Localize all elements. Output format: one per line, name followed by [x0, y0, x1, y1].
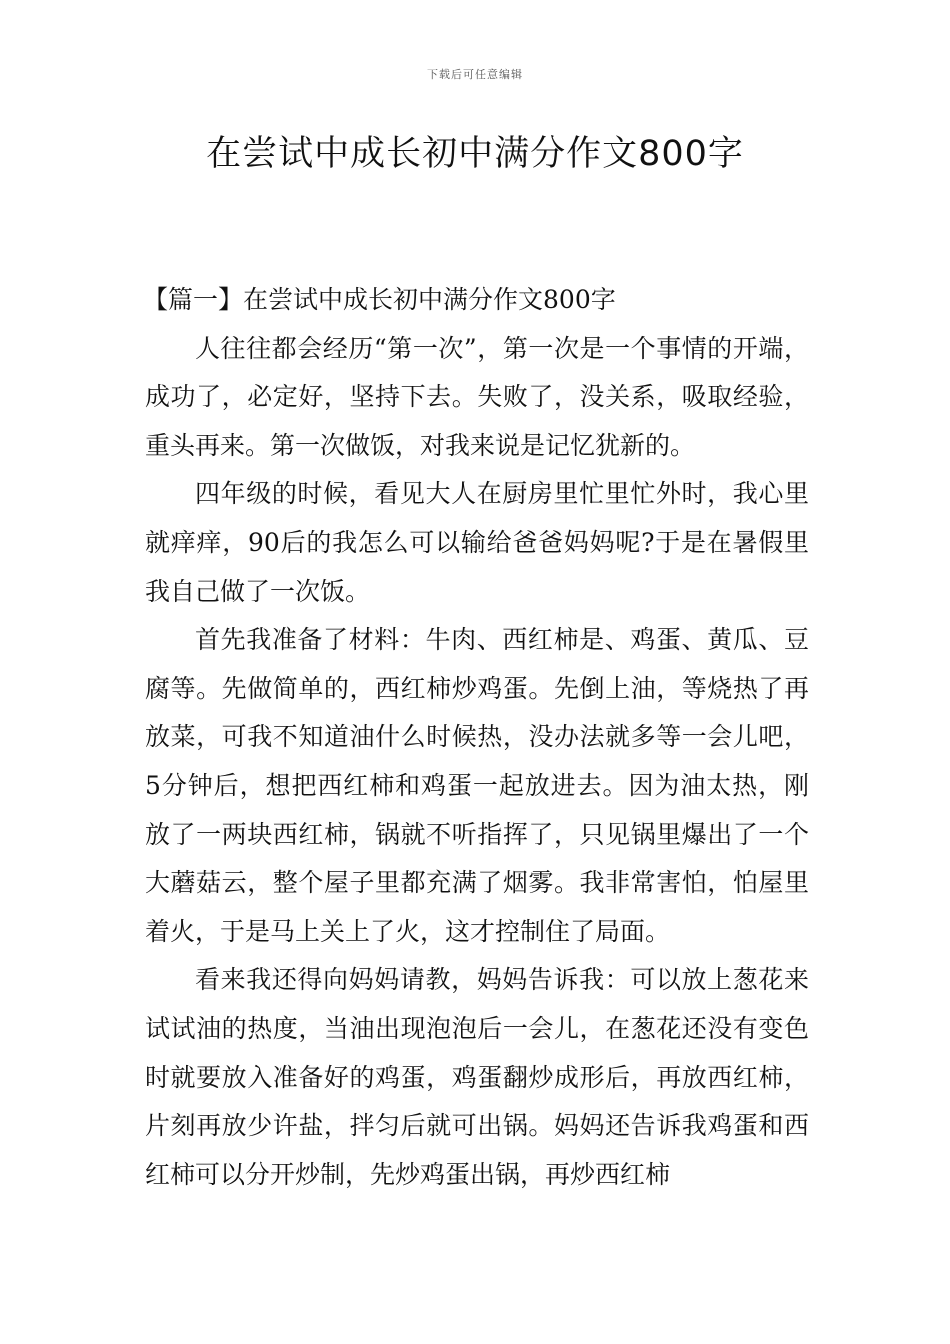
document-body	[145, 276, 809, 1199]
paragraph: 看来我还得向妈妈请教，妈妈告诉我：可以放上葱花来试试油的热度，当油出现泡泡后一会儿，在葱花还没有变色时就要放入准备好的鸡蛋，鸡蛋翻炒成形后，再放西红柿，片刻再放少许盐，拌匀后就可出锅。妈妈还告诉我鸡蛋和西红柿可以分开炒制，先炒鸡蛋出锅，再炒西红柿	[145, 965, 809, 1189]
header-note: 下载后可任意编辑	[427, 68, 523, 81]
paragraph: 人往往都会经历“第一次”，第一次是一个事情的开端，成功了，必定好，坚持下去。失败了，没关系，吸取经验，重头再来。第一次做饭，对我来说是记忆犹新的。	[145, 333, 809, 460]
section-heading: 【篇一】在尝试中成长初中满分作文800字	[143, 285, 616, 314]
paragraph: 四年级的时候，看见大人在厨房里忙里忙外时，我心里就痒痒，90后的我怎么可以输给爸爸妈妈呢?于是在暑假里我自己做了一次饭。	[145, 479, 809, 606]
paragraph: 首先我准备了材料：牛肉、西红柿是、鸡蛋、黄瓜、豆腐等。先做简单的，西红柿炒鸡蛋。先倒上油，等烧热了再放菜，可我不知道油什么时候热，没办法就多等一会儿吧，5分钟后，想把西红柿和鸡蛋一起放进去。因为油太热，刚放了一两块西红柿，锅就不听指挥了，只见锅里爆出了一个大蘑菇云，整个屋子里都充满了烟雾。我非常害怕，怕屋里着火，于是马上关上了火，这才控制住了局面。	[145, 625, 809, 946]
document-title: 在尝试中成长初中满分作文800字	[206, 134, 744, 174]
